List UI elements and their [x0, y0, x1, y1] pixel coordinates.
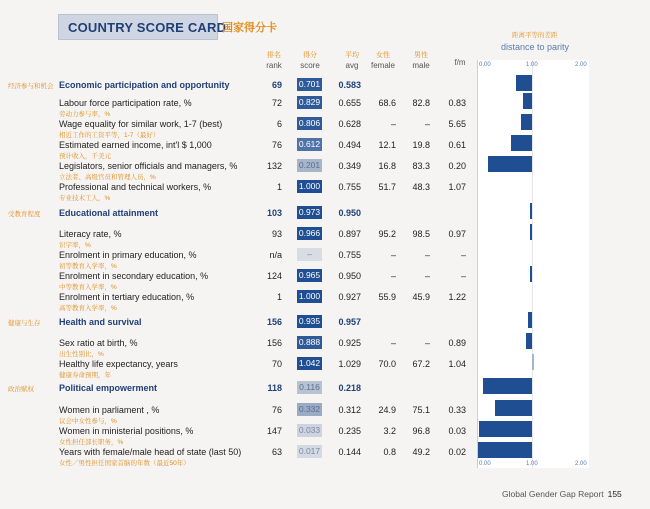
indicator-label: Estimated earned income, int'l $ 1,000 [59, 140, 212, 150]
distance-bar [530, 224, 532, 240]
section-label: Health and survival [59, 317, 142, 327]
indicator-label-cn: 立法者、高级官员和管理人员，% [59, 174, 156, 181]
fm-value: 1.04 [448, 359, 466, 369]
distance-title-cn: 距离平等的差距 [512, 32, 558, 39]
female-value: 70.0 [378, 359, 396, 369]
male-value: 19.8 [412, 140, 430, 150]
tick-bottom-1: 1.00 [526, 461, 538, 467]
score-value: 1.000 [298, 291, 321, 301]
tick-bottom-2: 2.00 [575, 461, 587, 467]
indicator-row [0, 359, 650, 381]
male-value: – [424, 250, 430, 260]
header-avg: 平均 avg [345, 52, 359, 70]
section-row [0, 383, 650, 405]
male-value: 96.8 [412, 426, 430, 436]
avg-value: 0.494 [338, 140, 361, 150]
score-value: 0.701 [298, 79, 321, 89]
avg-value: 0.218 [338, 383, 361, 393]
indicator-row [0, 250, 650, 272]
avg-value: 0.950 [338, 271, 361, 281]
indicator-row [0, 140, 650, 162]
male-value: 48.3 [412, 182, 430, 192]
indicator-row [0, 338, 650, 360]
distance-bar [523, 93, 532, 109]
rank-value: 70 [271, 359, 282, 369]
distance-bar [532, 354, 534, 370]
female-value: 16.8 [378, 161, 396, 171]
section-label-cn: 经济参与和机会 [8, 83, 54, 90]
avg-value: 0.583 [338, 80, 361, 90]
fm-value: 0.20 [448, 161, 466, 171]
page-number: 155 [607, 489, 622, 499]
indicator-row [0, 229, 650, 251]
score-value: 0.935 [298, 316, 321, 326]
distance-bar [483, 378, 532, 394]
header-rank: 排名 rank [266, 52, 282, 70]
avg-value: 0.235 [338, 426, 361, 436]
score-value: 0.806 [298, 118, 321, 128]
female-value: 0.8 [383, 447, 396, 457]
distance-bar [530, 266, 532, 282]
fm-value: – [460, 250, 466, 260]
indicator-row [0, 292, 650, 314]
indicator-label: Women in ministerial positions, % [59, 426, 194, 436]
distance-bar [526, 333, 532, 349]
rank-value: 132 [266, 161, 282, 171]
indicator-label: Professional and technical workers, % [59, 182, 212, 192]
fm-value: 0.33 [448, 405, 466, 415]
indicator-label-cn: 女性／男性担任国家首脑的年数（最近50年） [59, 460, 190, 467]
score-value: 0.116 [297, 381, 322, 394]
rank-value: 1 [276, 182, 282, 192]
indicator-label: Wage equality for similar work, 1-7 (best) [59, 119, 223, 129]
indicator-label-cn: 女性担任部长职务，% [59, 439, 124, 446]
fm-value: – [460, 271, 466, 281]
score-value: 1.000 [298, 181, 321, 191]
avg-value: 1.029 [338, 359, 361, 369]
indicator-label-cn: 出生性别比，% [59, 351, 104, 358]
avg-value: 0.144 [338, 447, 361, 457]
indicator-label-cn: 识字率，% [59, 242, 91, 249]
rank-value: 124 [266, 271, 282, 281]
distance-bar [478, 442, 532, 458]
rank-value: 76 [271, 405, 282, 415]
female-value: – [390, 271, 396, 281]
avg-value: 0.312 [338, 405, 361, 415]
section-row [0, 208, 650, 230]
indicator-label-cn: 高等教育入学率，% [59, 305, 117, 312]
indicator-label: Legislators, senior officials and managers, % [59, 161, 238, 171]
avg-value: 0.755 [338, 250, 361, 260]
indicator-row [0, 161, 650, 183]
avg-value: 0.925 [338, 338, 361, 348]
score-value: – [297, 248, 322, 261]
distance-bar [495, 400, 532, 416]
female-value: 24.9 [378, 405, 396, 415]
score-value: 0.829 [298, 97, 321, 107]
fm-value: 0.03 [448, 426, 466, 436]
rank-value: 118 [267, 383, 282, 393]
score-value: 0.888 [298, 337, 321, 347]
avg-value: 0.927 [338, 292, 361, 302]
female-value: – [390, 338, 396, 348]
indicator-label: Literacy rate, % [59, 229, 122, 239]
fm-value: 1.22 [448, 292, 466, 302]
male-value: – [424, 338, 430, 348]
rank-value: 147 [266, 426, 282, 436]
indicator-label: Years with female/male head of state (last 50) [59, 447, 242, 457]
female-value: – [390, 250, 396, 260]
section-label-cn: 政治赋权 [8, 386, 34, 393]
distance-bar [511, 135, 532, 151]
distance-bar [516, 75, 532, 91]
rank-value: 6 [276, 119, 282, 129]
footer [502, 489, 622, 499]
distance-bar [530, 203, 532, 219]
indicator-label: Women in parliament , % [59, 405, 160, 415]
male-value: – [424, 271, 430, 281]
header-female: 女性 female [370, 52, 395, 70]
indicator-label-cn: 相近工作的工资平等，1-7（最好） [59, 132, 160, 139]
indicator-label-cn: 健康寿命预期，年 [59, 372, 111, 379]
indicator-label-cn: 预计收入，千美元 [59, 153, 111, 160]
avg-value: 0.957 [338, 317, 361, 327]
header-score: 得分 score [300, 52, 320, 70]
avg-value: 0.950 [338, 208, 361, 218]
indicator-label-cn: 劳动力参与率，% [59, 111, 111, 118]
rank-value: 63 [271, 447, 282, 457]
female-value: 3.2 [383, 426, 396, 436]
indicator-label-cn: 初等教育入学率，% [59, 263, 117, 270]
fm-value: 1.07 [448, 182, 466, 192]
score-value: 0.201 [298, 160, 321, 170]
rank-value: 103 [266, 208, 282, 218]
rank-value: 76 [271, 140, 282, 150]
scorecard-title: COUNTRY SCORE CARD [68, 20, 227, 35]
indicator-row [0, 405, 650, 427]
tick-top-1: 1.00 [526, 62, 538, 68]
female-value: 12.1 [378, 140, 396, 150]
section-row [0, 317, 650, 339]
male-value: 45.9 [412, 292, 430, 302]
indicator-row [0, 447, 650, 469]
scorecard-title-box [58, 14, 227, 40]
section-label: Political empowerment [59, 383, 158, 393]
rank-value: n/a [269, 250, 282, 260]
header-male: 男性 male [412, 52, 430, 70]
male-value: 75.1 [412, 405, 430, 415]
score-value: 0.966 [298, 228, 321, 238]
female-value: 51.7 [378, 182, 396, 192]
indicator-row [0, 182, 650, 204]
male-value: 67.2 [412, 359, 430, 369]
distance-bar [521, 114, 532, 130]
distance-bar [528, 312, 532, 328]
fm-value: 0.83 [448, 98, 466, 108]
male-value: 82.8 [412, 98, 430, 108]
rank-value: 156 [266, 317, 282, 327]
indicator-row [0, 426, 650, 448]
footer-text: Global Gender Gap Report [502, 489, 604, 499]
section-label: Economic participation and opportunity [59, 80, 230, 90]
indicator-row [0, 119, 650, 141]
fm-value: 0.89 [448, 338, 466, 348]
score-value: 0.332 [298, 404, 321, 414]
indicator-row [0, 98, 650, 120]
female-value: – [390, 119, 396, 129]
header-fm: f/m [454, 58, 466, 67]
indicator-label: Healthy life expectancy, years [59, 359, 178, 369]
distance-bar [488, 156, 532, 172]
tick-top-0: 0.00 [479, 62, 491, 68]
rank-value: 1 [276, 292, 282, 302]
fm-value: 0.02 [448, 447, 466, 457]
male-value: – [424, 119, 430, 129]
female-value: 68.6 [378, 98, 396, 108]
fm-value: 5.65 [448, 119, 466, 129]
rank-value: 156 [266, 338, 282, 348]
score-value: 0.973 [298, 207, 321, 217]
rank-value: 72 [271, 98, 282, 108]
section-label: Educational attainment [59, 208, 159, 218]
indicator-label-cn: 议会中女性参与，% [59, 418, 117, 425]
avg-value: 0.755 [338, 182, 361, 192]
fm-value: 0.97 [448, 229, 466, 239]
indicator-label: Enrolment in tertiary education, % [59, 292, 195, 302]
rank-value: 93 [271, 229, 282, 239]
indicator-row [0, 271, 650, 293]
score-value: 0.033 [298, 425, 321, 435]
rank-value: 69 [271, 80, 282, 90]
avg-value: 0.655 [338, 98, 361, 108]
female-value: 55.9 [378, 292, 396, 302]
indicator-label: Enrolment in primary education, % [59, 250, 197, 260]
indicator-label-cn: 专业技术工人，% [59, 195, 111, 202]
male-value: 49.2 [412, 447, 430, 457]
score-value: 0.017 [298, 446, 321, 456]
avg-value: 0.628 [338, 119, 361, 129]
scorecard-title-cn: 国家得分卡 [222, 22, 277, 34]
female-value: 95.2 [378, 229, 396, 239]
score-value: 0.612 [298, 139, 321, 149]
indicator-label: Enrolment in secondary education, % [59, 271, 209, 281]
tick-top-2: 2.00 [575, 62, 587, 68]
avg-value: 0.897 [338, 229, 361, 239]
indicator-label: Labour force participation rate, % [59, 98, 192, 108]
score-value: 0.965 [298, 270, 321, 280]
section-label-cn: 受教育程度 [8, 211, 41, 218]
score-value: 1.042 [298, 358, 321, 368]
section-label-cn: 健康与生存 [8, 320, 41, 327]
male-value: 98.5 [412, 229, 430, 239]
fm-value: 0.61 [448, 140, 466, 150]
distance-title: distance to parity [501, 42, 570, 52]
distance-bar [479, 421, 532, 437]
indicator-label: Sex ratio at birth, % [59, 338, 138, 348]
avg-value: 0.349 [338, 161, 361, 171]
tick-bottom-0: 0.00 [479, 461, 491, 467]
male-value: 83.3 [412, 161, 430, 171]
indicator-label-cn: 中等教育入学率，% [59, 284, 117, 291]
